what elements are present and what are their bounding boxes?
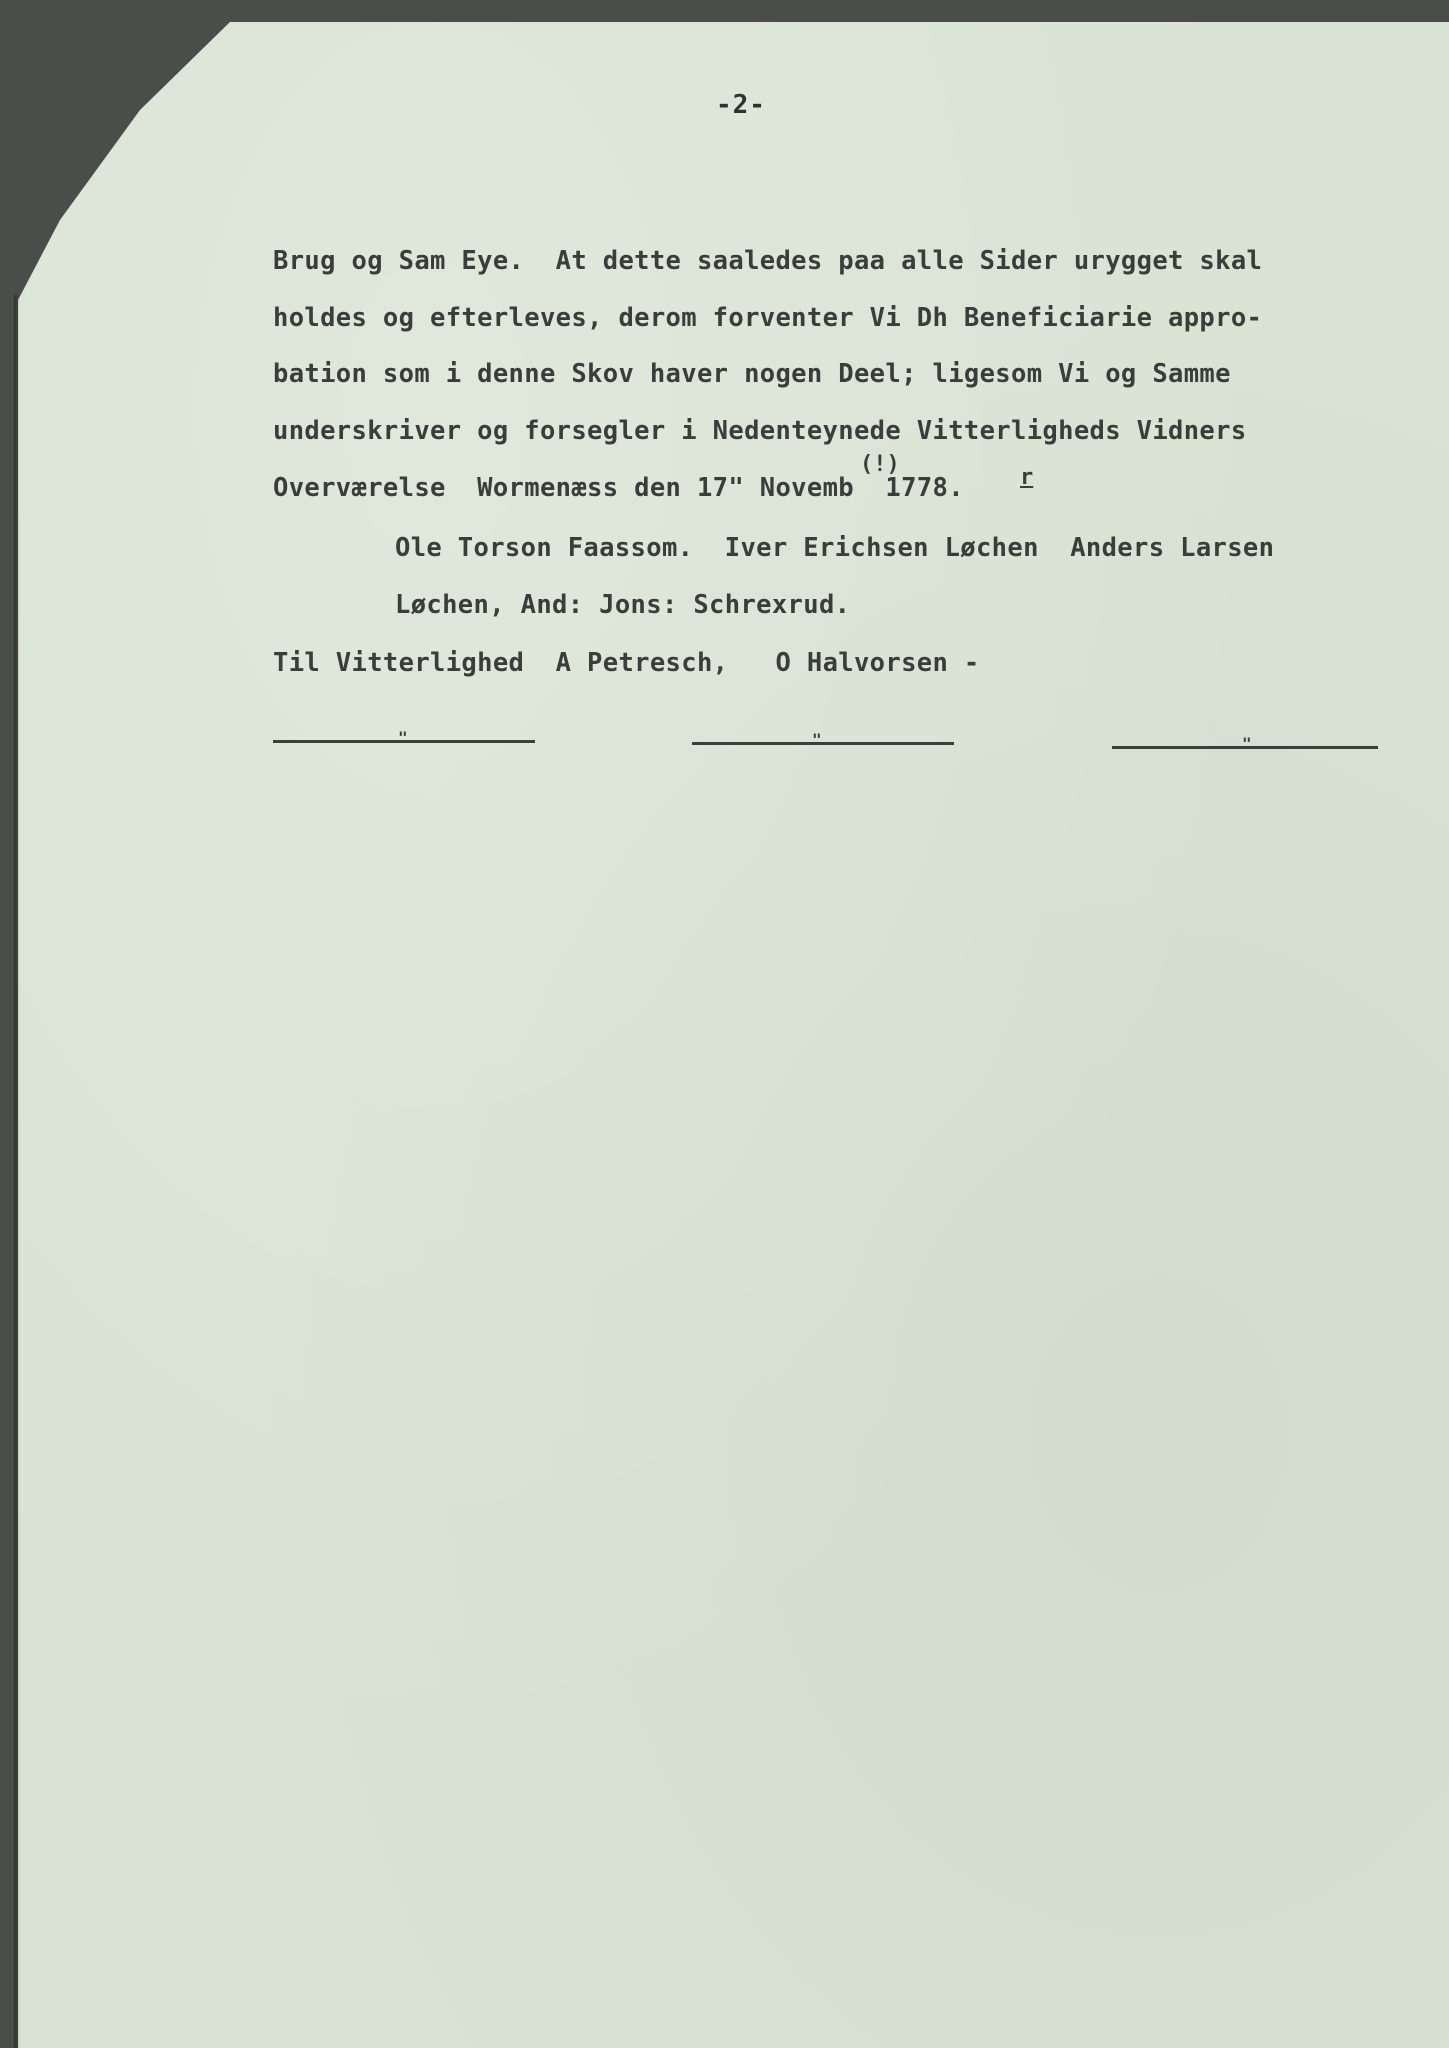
text-line-2: holdes og efterleves, derom forventer Vi Dh Beneficiarie appro- — [273, 303, 1263, 333]
signature-line-2: Løchen, And: Jons: Schrexrud. — [395, 590, 851, 620]
divider-mark-right: " — [1242, 734, 1252, 753]
text-line-3: bation som i denne Skov haver nogen Deel; ligesom Vi og Samme — [273, 359, 1231, 389]
divider-mark-left: " — [398, 728, 408, 747]
divider-mark-center: " — [812, 730, 822, 749]
witness-line: Til Vitterlighed A Petresch, O Halvorsen - — [273, 648, 980, 678]
superscript-r: r — [1020, 465, 1034, 490]
text-line-1: Brug og Sam Eye. At dette saaledes paa alle Sider urygget skal — [273, 246, 1263, 276]
page-edge-shadow — [14, 295, 20, 2048]
text-line-4: underskriver og forsegler i Nedenteynede Vitterligheds Vidners — [273, 416, 1247, 446]
editorial-mark: (!) — [860, 452, 900, 477]
signature-line-1: Ole Torson Faassom. Iver Erichsen Løchen Anders Larsen — [395, 533, 1275, 563]
page-number: -2- — [716, 90, 766, 120]
divider-rule-center — [692, 742, 954, 745]
text-line-5: Overværelse Wormenæss den 17" Novemb 1778. — [273, 473, 964, 503]
